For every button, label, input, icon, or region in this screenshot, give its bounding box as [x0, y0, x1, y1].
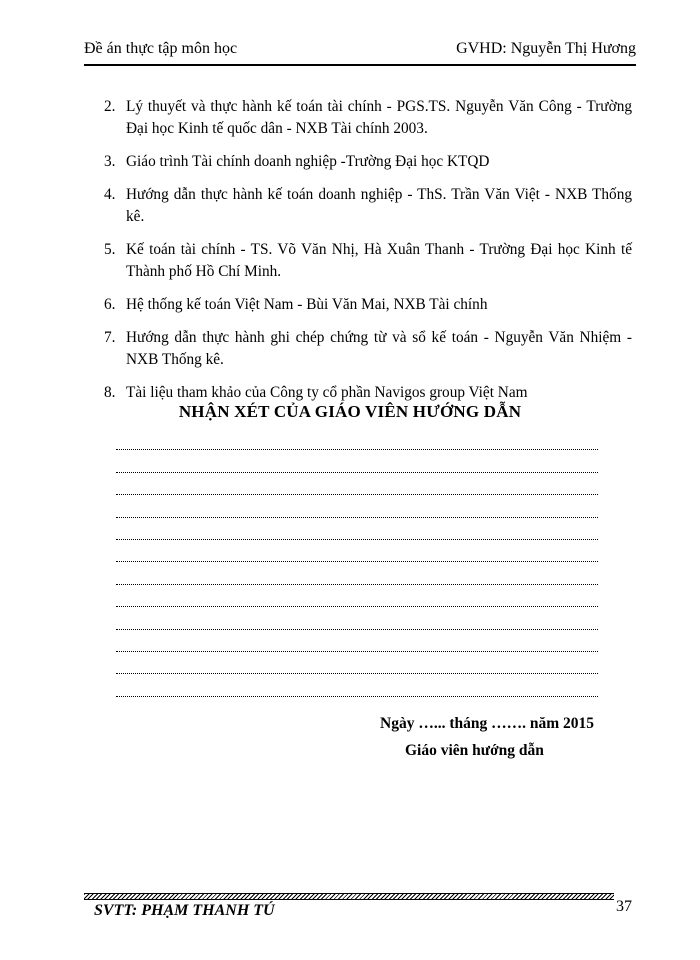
header-report-title: Đề án thực tập môn học [84, 40, 238, 57]
comment-dotted-line [116, 674, 598, 696]
signature-date: Ngày …... tháng ……. năm 2015 [380, 715, 595, 732]
reference-list [104, 96, 632, 415]
reference-item [104, 294, 632, 316]
reference-number: 8. [104, 384, 116, 401]
comment-dotted-line [116, 540, 598, 562]
header-supervisor: GVHD: Nguyễn Thị Hương [456, 40, 636, 57]
comment-dotted-line [116, 473, 598, 495]
reference-text: Lý thuyết và thực hành kế toán tài chính - PGS.TS. Nguyễn Văn Công - Trường Đại học Kinh tế quốc dân - NXB Tài chính 2003. [126, 98, 632, 137]
reference-text: Giáo trình Tài chính doanh nghiệp -Trường Đại học KTQD [126, 153, 490, 170]
reference-number: 5. [104, 241, 116, 258]
footer-student-name: SVTT: PHẠM THANH TÚ [94, 902, 275, 919]
reference-number: 6. [104, 296, 116, 313]
reference-number: 3. [104, 153, 116, 170]
reference-item [104, 184, 632, 228]
reference-text: Tài liệu tham khảo của Công ty cổ phần Navigos group Việt Nam [126, 384, 528, 401]
comment-lines [116, 428, 598, 697]
comment-dotted-line [116, 562, 598, 584]
comment-dotted-line [116, 652, 598, 674]
comment-section-title: NHẬN XÉT CỦA GIÁO VIÊN HƯỚNG DẪN [178, 402, 522, 421]
reference-text: Hướng dẫn thực hành ghi chép chứng từ và sổ kế toán - Nguyễn Văn Nhiệm - NXB Thống kê. [126, 329, 632, 368]
signature-role: Giáo viên hướng dẫn [405, 742, 544, 759]
reference-item [104, 96, 632, 140]
reference-number: 2. [104, 98, 116, 115]
page-number: 37 [616, 898, 632, 915]
reference-item [104, 382, 632, 404]
comment-dotted-line [116, 450, 598, 472]
reference-item [104, 327, 632, 371]
comment-dotted-line [116, 428, 598, 450]
reference-item [104, 151, 632, 173]
reference-item [104, 239, 632, 283]
reference-number: 7. [104, 329, 116, 346]
comment-dotted-line [116, 585, 598, 607]
comment-dotted-line [116, 630, 598, 652]
reference-number: 4. [104, 186, 116, 203]
page-header [84, 38, 636, 66]
reference-text: Kế toán tài chính - TS. Võ Văn Nhị, Hà Xuân Thanh - Trường Đại học Kinh tế Thành phố Hồ Chí Minh. [126, 241, 632, 280]
comment-dotted-line [116, 518, 598, 540]
comment-dotted-line [116, 607, 598, 629]
comment-dotted-line [116, 495, 598, 517]
reference-text: Hướng dẫn thực hành kế toán doanh nghiệp - ThS. Trần Văn Việt - NXB Thống kê. [126, 186, 632, 225]
footer-divider [84, 893, 614, 900]
reference-text: Hệ thống kế toán Việt Nam - Bùi Văn Mai, NXB Tài chính [126, 296, 488, 313]
